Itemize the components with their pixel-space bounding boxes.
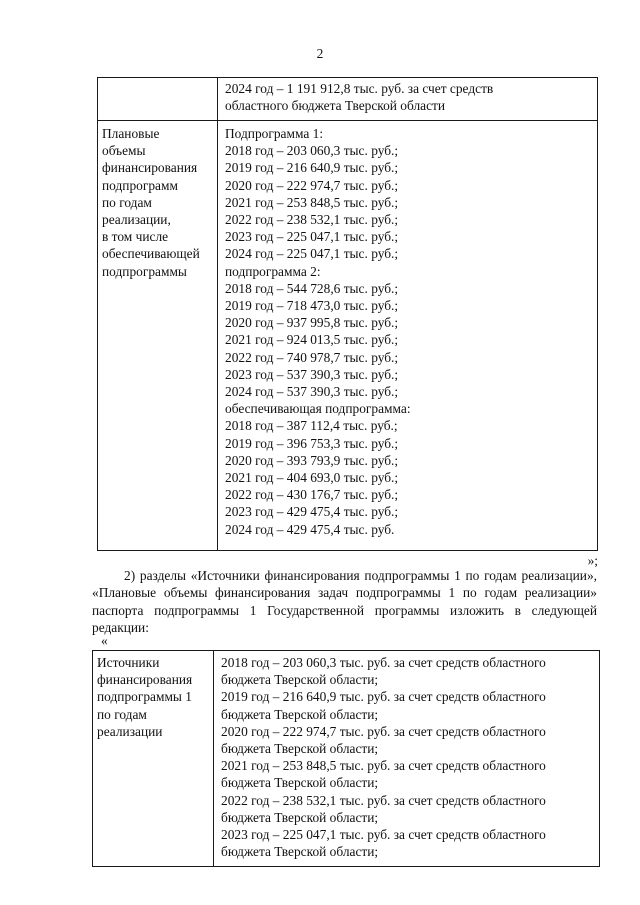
financing-table-1 bbox=[97, 77, 598, 551]
text-line: финансирования bbox=[102, 160, 198, 176]
text-line: бюджета Тверской области; bbox=[221, 775, 379, 791]
text-line: 2019 год – 718 473,0 тыс. руб.; bbox=[225, 298, 399, 314]
table-row bbox=[93, 651, 600, 867]
text-line: обеспечивающей bbox=[102, 246, 200, 262]
text-line: бюджета Тверской области; bbox=[221, 706, 379, 722]
text-line: 2021 год – 253 848,5 тыс. руб.; bbox=[225, 194, 399, 210]
text-line: подпрограмма 2: bbox=[225, 263, 321, 279]
text-line: 2024 год – 537 390,3 тыс. руб.; bbox=[225, 384, 399, 400]
text-line: Источники bbox=[97, 655, 160, 670]
table-cell-value bbox=[218, 78, 598, 121]
text-line: 2018 год – 203 060,3 тыс. руб. за счет средств областного bbox=[221, 655, 546, 670]
table-cell-value bbox=[218, 121, 598, 551]
closing-quote: »; bbox=[587, 553, 598, 568]
opening-quote: « bbox=[101, 633, 108, 648]
text-line: подпрограмм bbox=[102, 177, 178, 193]
text-line: бюджета Тверской области; bbox=[221, 809, 379, 825]
paragraph-text: 2) разделы «Источники финансирования подпрограммы 1 по годам реализации», «Плановые объемы финансирования задач подпрограммы 1 по годам реализации» паспорта подпрограммы 1 Государственной программы изложить в следующей редакции: bbox=[92, 568, 597, 636]
table-cell-label bbox=[93, 651, 214, 867]
table-cell-label bbox=[98, 78, 218, 121]
text-line: 2021 год – 924 013,5 тыс. руб.; bbox=[225, 332, 399, 348]
text-line: областного бюджета Тверской области bbox=[225, 98, 446, 114]
text-line: бюджета Тверской области; bbox=[221, 741, 379, 757]
text-line: 2022 год – 238 532,1 тыс. руб. за счет средств областного bbox=[221, 792, 546, 808]
body-paragraph bbox=[92, 567, 597, 637]
text-line: 2019 год – 216 640,9 тыс. руб.; bbox=[225, 160, 399, 176]
text-line: обеспечивающая подпрограмма: bbox=[225, 401, 411, 417]
table-row bbox=[98, 78, 598, 121]
text-line: по годам bbox=[102, 194, 152, 210]
text-line: 2020 год – 222 974,7 тыс. руб.; bbox=[225, 177, 399, 193]
text-line: 2024 год – 225 047,1 тыс. руб.; bbox=[225, 246, 399, 262]
text-line: 2019 год – 396 753,3 тыс. руб.; bbox=[225, 435, 399, 451]
text-line: 2021 год – 253 848,5 тыс. руб. за счет средств областного bbox=[221, 758, 546, 774]
text-line: 2018 год – 387 112,4 тыс. руб.; bbox=[225, 418, 398, 434]
text-line: бюджета Тверской области; bbox=[221, 672, 379, 688]
text-line: 2018 год – 544 728,6 тыс. руб.; bbox=[225, 280, 399, 296]
text-line: 2021 год – 404 693,0 тыс. руб.; bbox=[225, 470, 399, 486]
text-line: реализации bbox=[97, 723, 163, 739]
text-line: 2018 год – 203 060,3 тыс. руб.; bbox=[225, 143, 399, 159]
table-cell-label bbox=[98, 121, 218, 551]
text-line: 2020 год – 937 995,8 тыс. руб.; bbox=[225, 315, 399, 331]
text-line: объемы bbox=[102, 143, 146, 159]
text-line: 2020 год – 393 793,9 тыс. руб.; bbox=[225, 452, 399, 468]
page-number: 2 bbox=[316, 46, 324, 61]
text-line: 2023 год – 225 047,1 тыс. руб.; bbox=[225, 229, 399, 245]
table-row bbox=[98, 121, 598, 551]
text-line: 2023 год – 225 047,1 тыс. руб. за счет средств областного bbox=[221, 827, 546, 843]
text-line: 2022 год – 238 532,1 тыс. руб.; bbox=[225, 212, 399, 228]
text-line: финансирования bbox=[97, 672, 193, 688]
text-line: подпрограммы bbox=[102, 263, 187, 279]
text-line: подпрограммы 1 bbox=[97, 689, 192, 705]
text-line: 2019 год – 216 640,9 тыс. руб. за счет средств областного bbox=[221, 689, 546, 705]
text-line: 2022 год – 740 978,7 тыс. руб.; bbox=[225, 349, 399, 365]
text-line: Плановые bbox=[102, 126, 160, 141]
financing-table-2 bbox=[92, 650, 600, 867]
text-line: 2024 год – 1 191 912,8 тыс. руб. за счет средств bbox=[225, 81, 494, 96]
text-line: в том числе bbox=[102, 229, 169, 245]
text-line: бюджета Тверской области; bbox=[221, 844, 379, 860]
text-line: 2022 год – 430 176,7 тыс. руб.; bbox=[225, 487, 399, 503]
table-cell-value bbox=[214, 651, 600, 867]
text-line: 2023 год – 537 390,3 тыс. руб.; bbox=[225, 366, 399, 382]
text-line: 2023 год – 429 475,4 тыс. руб.; bbox=[225, 504, 399, 520]
text-line: Подпрограмма 1: bbox=[225, 126, 324, 141]
text-line: по годам bbox=[97, 706, 147, 722]
text-line: 2024 год – 429 475,4 тыс. руб. bbox=[225, 521, 395, 537]
text-line: 2020 год – 222 974,7 тыс. руб. за счет средств областного bbox=[221, 723, 546, 739]
text-line: реализации, bbox=[102, 212, 171, 228]
